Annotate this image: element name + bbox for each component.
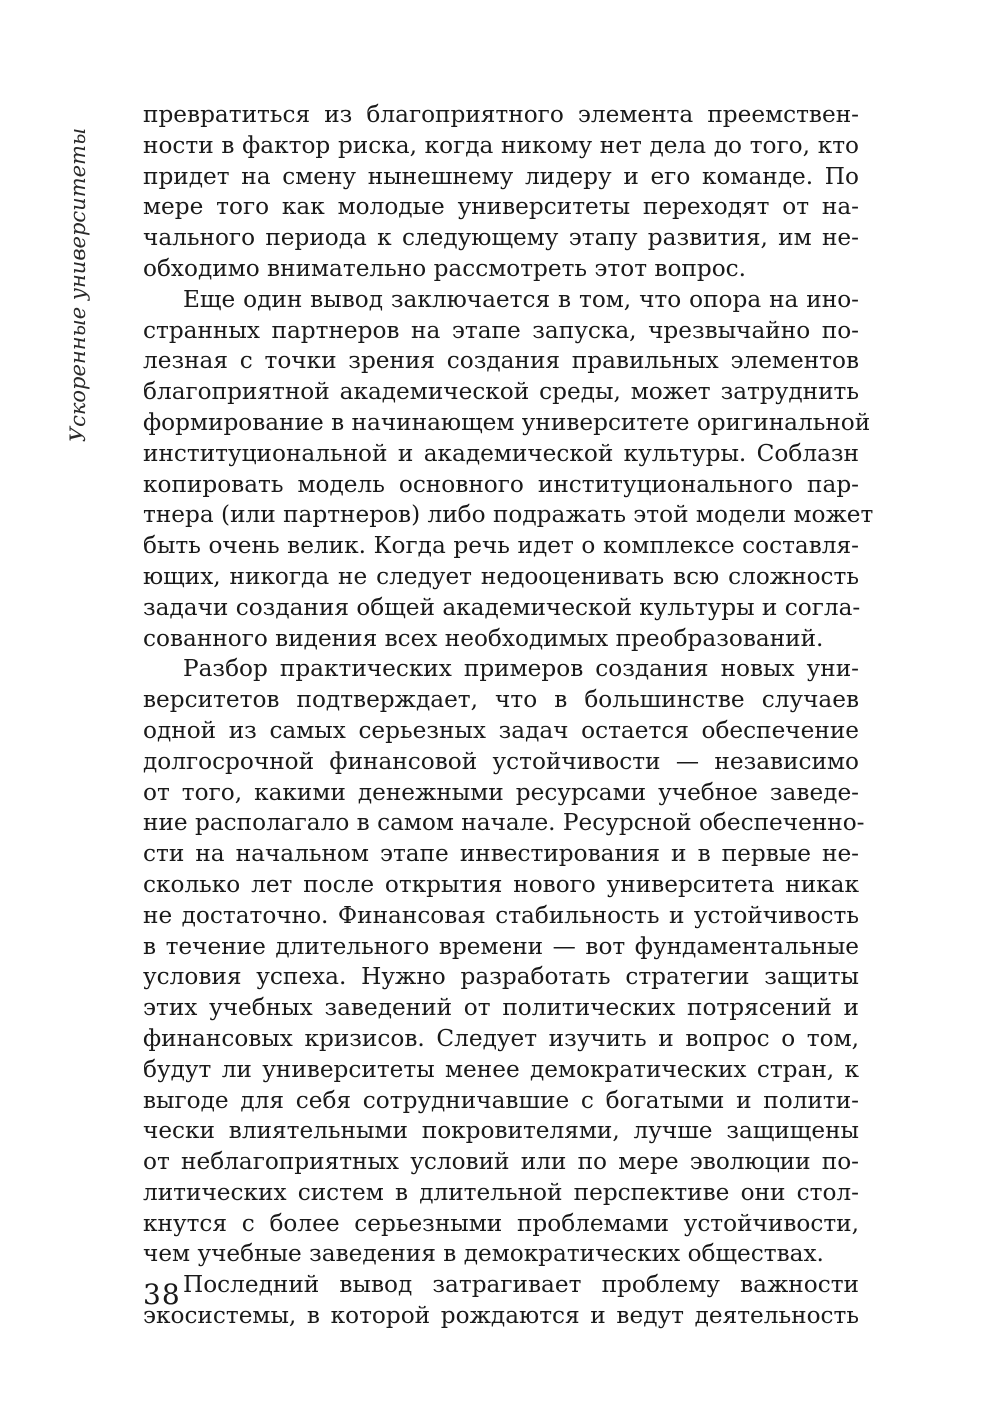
- text-line: обходимо внимательно рассмотреть этот вопрос.: [143, 254, 747, 282]
- text-line: ние располагало в самом начале. Ресурсной обеспеченно-: [143, 809, 865, 837]
- text-line: финансовых кризисов. Следует изучить и вопрос о том,: [143, 1024, 859, 1052]
- text-line: этих учебных заведений от политических потрясений и: [143, 994, 859, 1022]
- text-line: сколько лет после открытия нового университета никак: [143, 870, 859, 898]
- text-line: ности в фактор риска, когда никому нет дела до того, кто: [143, 131, 859, 159]
- text-line: долгосрочной финансовой устойчивости — независимо: [143, 747, 859, 775]
- text-line: лезная с точки зрения создания правильных элементов: [143, 347, 859, 375]
- paragraph-start-line: Еще один вывод заключается в том, что опора на ино-: [183, 285, 859, 313]
- text-line: сти на начальном этапе инвестирования и в первые не-: [143, 840, 859, 868]
- text-line: быть очень велик. Когда речь идет о комплексе составля-: [143, 532, 859, 560]
- running-head-text: Ускоренные университеты: [66, 127, 91, 443]
- text-line: от того, какими денежными ресурсами учебное заведе-: [143, 778, 859, 806]
- text-line: странных партнеров на этапе запуска, чрезвычайно по-: [143, 316, 859, 344]
- text-line: тнера (или партнеров) либо подражать этой модели может: [143, 501, 874, 529]
- text-line: формирование в начинающем университете оригинальной: [143, 408, 871, 436]
- text-line: не достаточно. Финансовая стабильность и устойчивость: [143, 901, 859, 929]
- text-line: верситетов подтверждает, что в большинстве случаев: [143, 686, 859, 714]
- text-line: сованного видения всех необходимых преобразований.: [143, 624, 824, 652]
- text-line: задачи создания общей академической культуры и согла-: [143, 593, 861, 621]
- paragraph-start-line: Разбор практических примеров создания новых уни-: [183, 655, 859, 683]
- text-line: придет на смену нынешнему лидеру и его команде. По: [143, 162, 859, 190]
- text-line: чального периода к следующему этапу развития, им не-: [143, 224, 859, 252]
- text-line: чески влиятельными покровителями, лучше защищены: [143, 1117, 859, 1145]
- text-line: чем учебные заведения в демократических обществах.: [143, 1240, 824, 1268]
- text-line: копировать модель основного институционального пар-: [143, 470, 859, 498]
- text-line: одной из самых серьезных задач остается обеспечение: [143, 716, 859, 744]
- text-line: превратиться из благоприятного элемента преемствен-: [143, 101, 859, 128]
- text-line: экосистемы, в которой рождаются и ведут деятельность: [143, 1302, 859, 1330]
- text-line: условия успеха. Нужно разработать стратегии защиты: [143, 963, 859, 991]
- text-line: литических систем в длительной перспективе они стол-: [143, 1178, 859, 1206]
- running-head: [54, 105, 102, 465]
- text-line: выгоде для себя сотрудничавшие с богатыми и полити-: [143, 1086, 859, 1114]
- text-line: будут ли университеты менее демократических стран, к: [143, 1055, 859, 1083]
- page-number: 38: [143, 1278, 181, 1311]
- body-text: [143, 100, 874, 1332]
- text-line: в течение длительного времени — вот фундаментальные: [143, 932, 859, 960]
- text-line: институциональной и академической культуры. Соблазн: [143, 439, 859, 467]
- paragraph-start-line: Последний вывод затрагивает проблему важности: [183, 1271, 859, 1299]
- text-line: кнутся с более серьезными проблемами устойчивости,: [143, 1209, 859, 1237]
- text-line: от неблагоприятных условий или по мере эволюции по-: [143, 1148, 859, 1176]
- text-line: благоприятной академической среды, может затруднить: [143, 378, 859, 406]
- text-line: мере того как молодые университеты переходят от на-: [143, 193, 859, 221]
- text-line: ющих, никогда не следует недооценивать всю сложность: [143, 562, 859, 590]
